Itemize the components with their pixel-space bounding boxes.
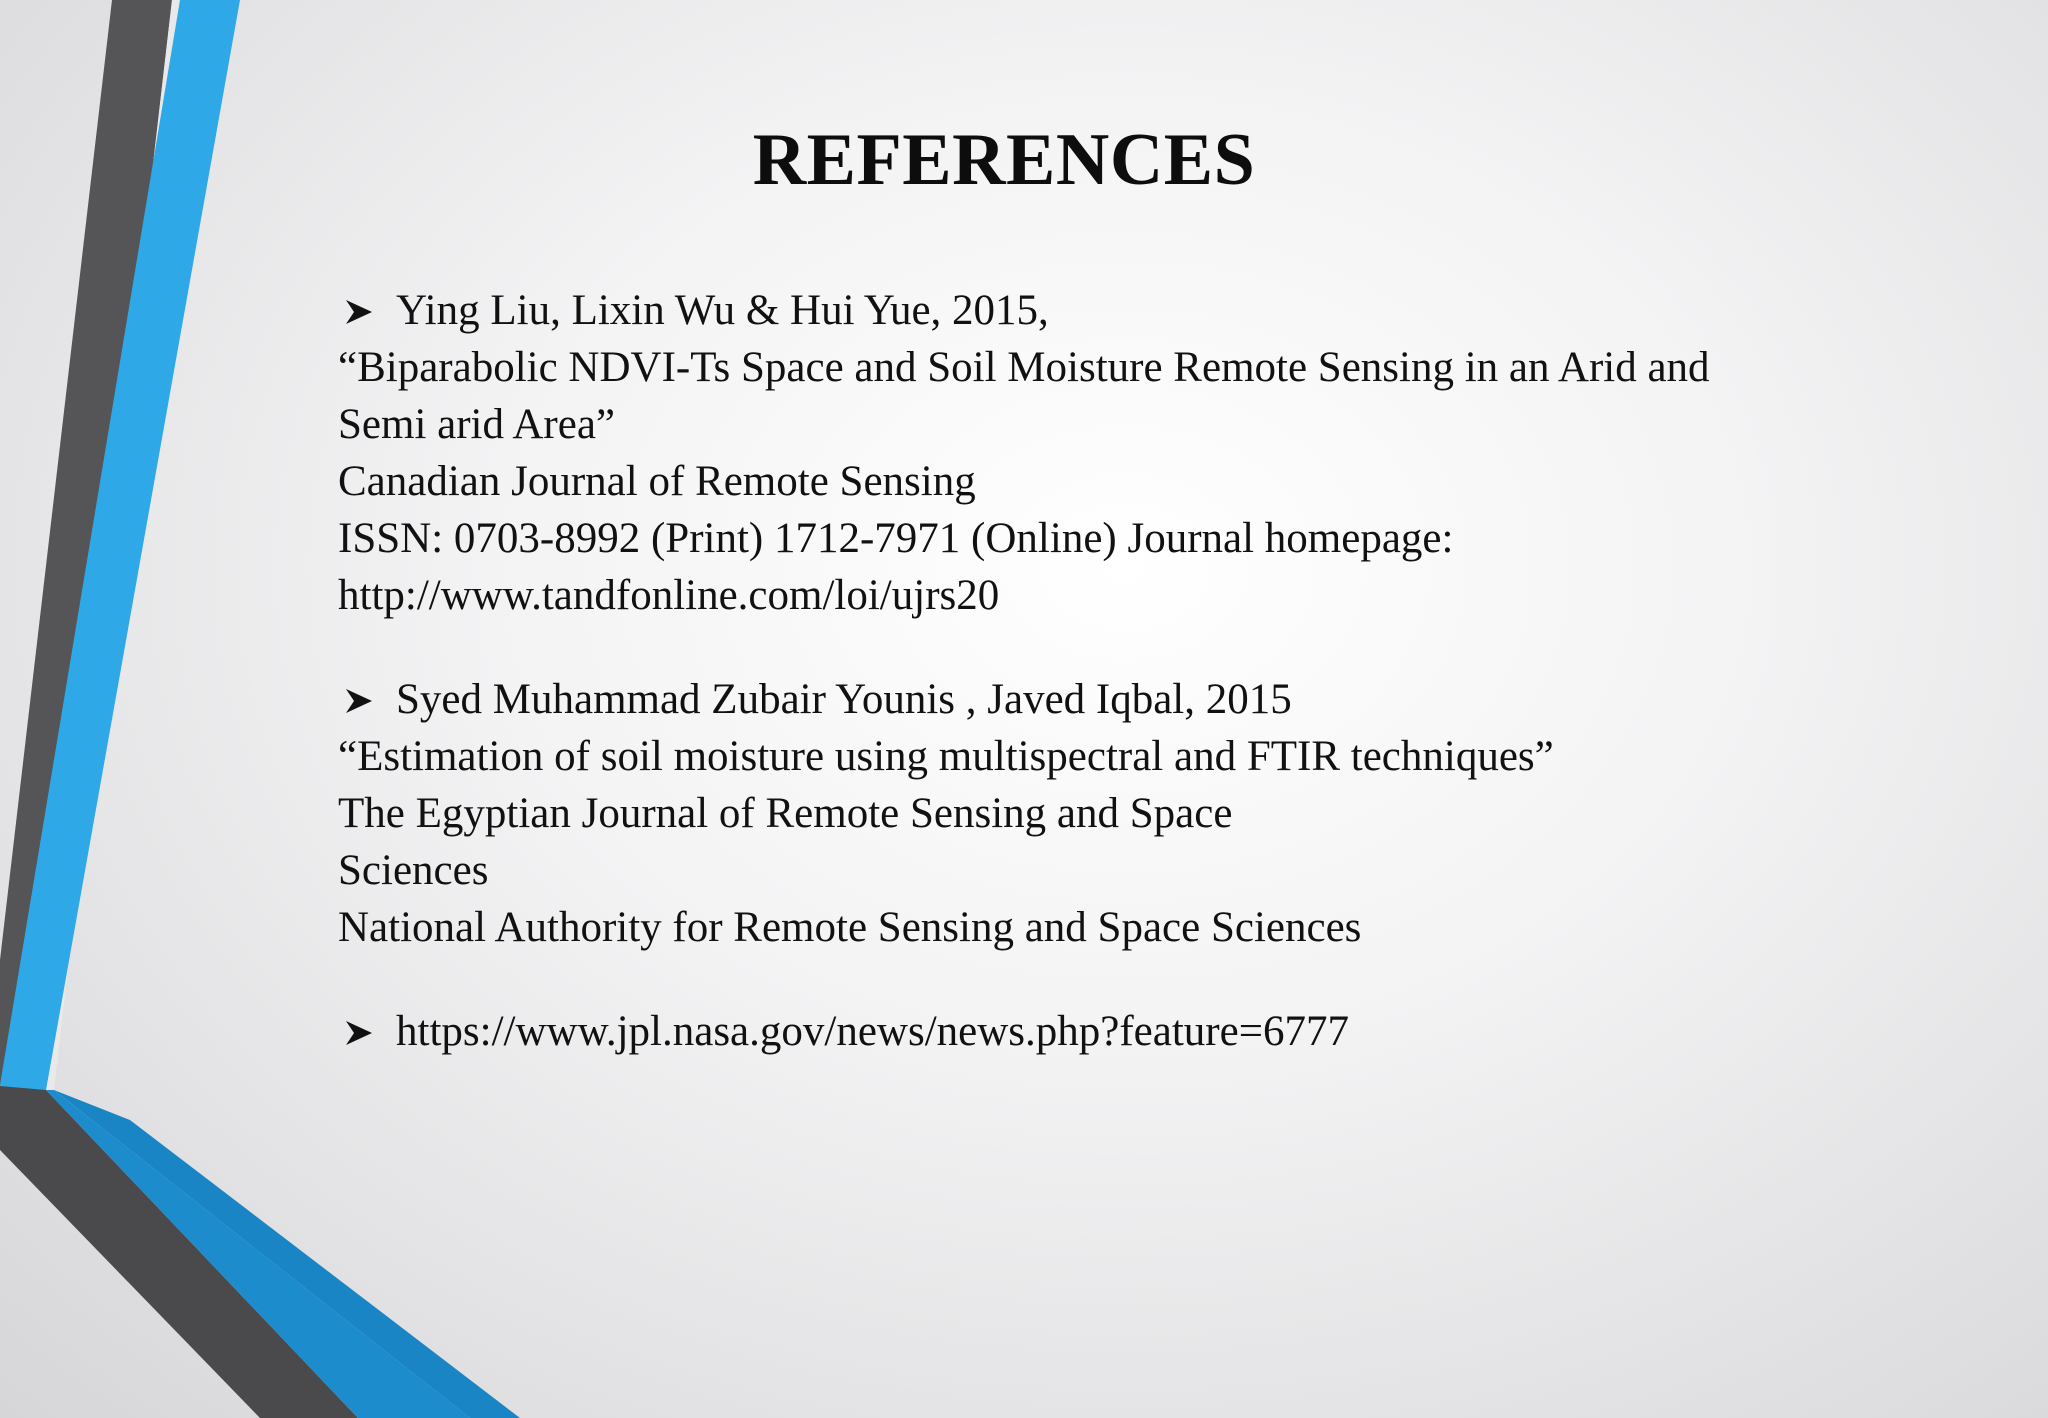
reference-authors: Syed Muhammad Zubair Younis , Javed Iqbal, 2015	[396, 676, 1292, 723]
reference-item	[338, 1003, 1958, 1060]
page-title	[0, 118, 2048, 203]
arrow-bullet-icon	[346, 689, 366, 709]
reference-url[interactable]: https://www.jpl.nasa.gov/news/news.php?feature=6777	[396, 1008, 1349, 1055]
reference-journal: The Egyptian Journal of Remote Sensing and Space	[338, 790, 1233, 837]
reference-first-line	[338, 1003, 1958, 1060]
reference-title-line: “Biparabolic NDVI-Ts Space and Soil Moisture Remote Sensing in an Arid and	[338, 344, 1710, 391]
page-title-text: REFERENCES	[752, 119, 1256, 201]
reference-list	[338, 282, 1958, 1060]
reference-journal: Canadian Journal of Remote Sensing	[338, 458, 976, 505]
reference-first-line	[338, 671, 1958, 728]
arrow-bullet-icon	[346, 300, 366, 320]
reference-url[interactable]: http://www.tandfonline.com/loi/ujrs20	[338, 572, 1000, 619]
reference-issn: ISSN: 0703-8992 (Print) 1712-7971 (Online) Journal homepage:	[338, 515, 1454, 562]
reference-title-line: Semi arid Area”	[338, 401, 616, 448]
reference-title-line: “Estimation of soil moisture using multispectral and FTIR techniques”	[338, 733, 1554, 780]
reference-item	[338, 282, 1958, 624]
reference-journal: Sciences	[338, 847, 489, 894]
reference-item	[338, 671, 1958, 956]
reference-publisher: National Authority for Remote Sensing and Space Sciences	[338, 904, 1362, 951]
reference-first-line	[338, 282, 1958, 339]
arrow-bullet-icon	[346, 1021, 366, 1041]
reference-authors: Ying Liu, Lixin Wu & Hui Yue, 2015,	[396, 287, 1049, 334]
